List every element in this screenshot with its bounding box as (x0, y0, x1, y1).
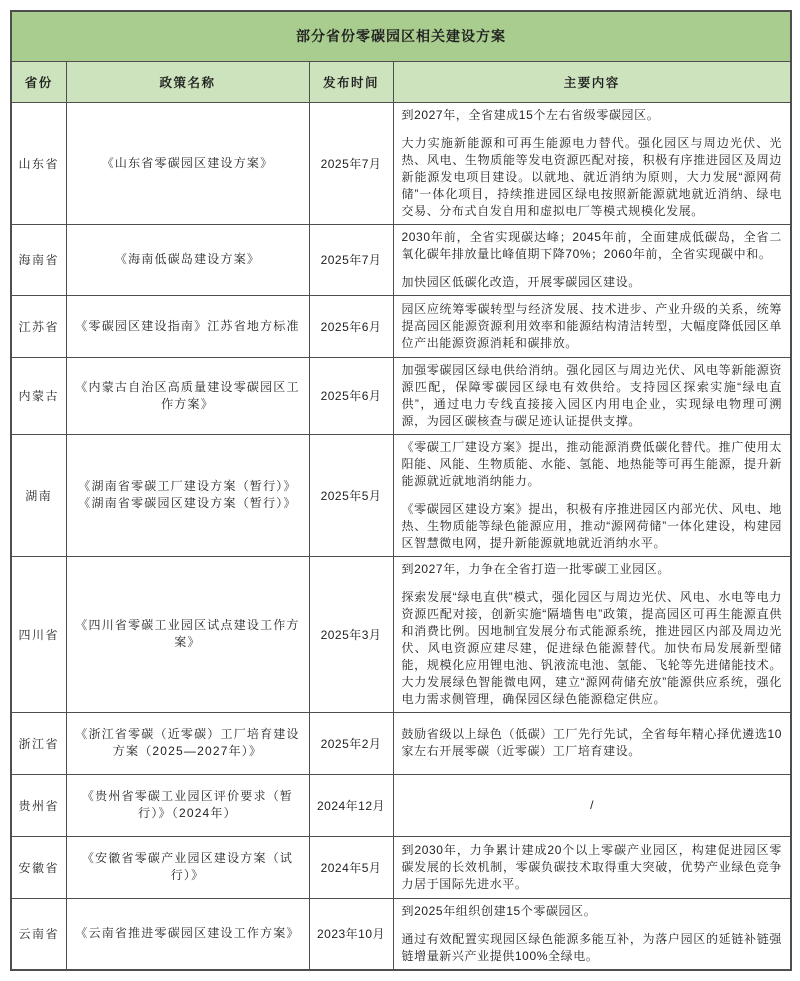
policy-name: 《海南低碳岛建设方案》 (114, 252, 261, 266)
table-row (11, 898, 791, 970)
column-header-policy: 政策名称 (66, 61, 309, 102)
policy-name-cell (66, 836, 309, 898)
table-row (11, 774, 791, 836)
province-cell: 江苏省 (11, 295, 66, 357)
publish-date-cell: 2023年10月 (309, 898, 393, 970)
publish-date-cell: 2025年2月 (309, 712, 393, 774)
main-content-cell (393, 712, 791, 774)
table-row (11, 556, 791, 712)
publish-date-cell: 2025年7月 (309, 102, 393, 224)
policy-name-cell (66, 556, 309, 712)
column-header-row (11, 61, 791, 102)
policy-name-cell (66, 434, 309, 556)
content-paragraph: 到2025年组织创建15个零碳园区。 (401, 903, 597, 918)
policy-name: 《安徽省零碳产业园区建设方案（试行）》 (81, 851, 294, 882)
policy-table (10, 10, 792, 971)
policy-name-cell (66, 102, 309, 224)
column-header-province: 省份 (11, 61, 66, 102)
content-paragraph: 大力实施新能源和可再生能源电力替代。强化园区与周边光伏、光热、风电、生物质能等发电资源匹配对接，积极有序推进园区及周边新能源发电项目建设。以就地、就近消纳为原则，大力发展“源网荷储”一体化项目，持续推进园区绿电按照新能源就地就近消纳、绿电交易、分布式自发自用和虚拟电厂等模式规模化发展。 (401, 135, 782, 218)
province-cell: 四川省 (11, 556, 66, 712)
policy-name: 《零碳园区建设指南》江苏省地方标准 (75, 318, 300, 333)
publish-date-cell: 2024年5月 (309, 836, 393, 898)
main-content-cell (393, 102, 791, 224)
table-body (11, 102, 791, 970)
content-paragraph: / (590, 797, 594, 812)
policy-name: 《云南省推进零碳园区建设工作方案》 (75, 926, 300, 940)
main-content-cell (393, 295, 791, 357)
table-row (11, 836, 791, 898)
main-content-cell (393, 836, 791, 898)
policy-name: 《湖南省零碳园区建设方案（暂行）》 (78, 496, 297, 510)
publish-date-cell: 2025年7月 (309, 224, 393, 295)
content-paragraph: 《零碳工厂建设方案》提出，推动能源消费低碳化替代。推广使用太阳能、风能、生物质能、水能、氢能、地热能等可再生能源，提升新能源就近就地消纳能力。 (401, 439, 782, 488)
province-cell: 贵州省 (11, 774, 66, 836)
policy-name-cell (66, 295, 309, 357)
province-cell: 山东省 (11, 102, 66, 224)
publish-date-cell: 2025年6月 (309, 357, 393, 434)
table-row (11, 295, 791, 357)
policy-name: 《山东省零碳园区建设方案》 (101, 155, 274, 170)
content-paragraph: 2030年前，全省实现碳达峰；2045年前，全面建成低碳岛，全省二氧化碳年排放量比峰值期下降70%；2060年前，全省实现碳中和。 (401, 229, 782, 261)
policy-name: 《湖南省零碳工厂建设方案（暂行）》 (78, 479, 297, 493)
main-content-cell (393, 434, 791, 556)
publish-date-cell: 2025年6月 (309, 295, 393, 357)
table-row (11, 712, 791, 774)
main-content-cell (393, 774, 791, 836)
main-content-cell (393, 898, 791, 970)
table-row (11, 357, 791, 434)
table-row (11, 434, 791, 556)
policy-name: 《浙江省零碳（近零碳）工厂培育建设方案（2025—2027年）》 (75, 727, 300, 758)
content-paragraph: 到2027年，全省建成15个左右省级零碳园区。 (401, 107, 660, 122)
content-paragraph: 加强零碳园区绿电供给消纳。强化园区与周边光伏、风电等新能源资源匹配，保障零碳园区绿电有效供给。支持园区探索实施“绿电直供”，通过电力专线直接接入园区内用电企业，实现绿电物理可溯源，为园区碳核查与碳足迹认证提供支撑。 (401, 362, 782, 428)
page-title: 部分省份零碳园区相关建设方案 (11, 11, 791, 61)
publish-date-cell: 2024年12月 (309, 774, 393, 836)
policy-name-cell (66, 774, 309, 836)
content-paragraph: 到2030年，力争累计建成20个以上零碳产业园区，构建促进园区零碳发展的长效机制，零碳负碳技术取得重大突破，优势产业绿色竞争力居于国际先进水平。 (401, 842, 782, 891)
content-paragraph: 到2027年，力争在全省打造一批零碳工业园区。 (401, 561, 670, 576)
province-cell: 云南省 (11, 898, 66, 970)
content-paragraph: 园区应统筹零碳转型与经济发展、技术进步、产业升级的关系，统筹提高园区能源资源利用效率和能源结构清洁转型，大幅度降低园区单位产出能源资源消耗和碳排放。 (401, 301, 782, 350)
column-header-content: 主要内容 (393, 61, 791, 102)
province-cell: 浙江省 (11, 712, 66, 774)
main-content-cell (393, 224, 791, 295)
title-row (11, 11, 791, 61)
content-paragraph: 通过有效配置实现园区绿色能源多能互补，为落户园区的延链补链强链增量新兴产业提供100%全绿电。 (401, 931, 782, 963)
policy-name: 《四川省零碳工业园区试点建设工作方案》 (75, 618, 300, 649)
policy-name-cell (66, 712, 309, 774)
main-content-cell (393, 556, 791, 712)
publish-date-cell: 2025年3月 (309, 556, 393, 712)
table-row (11, 224, 791, 295)
policy-name-cell (66, 224, 309, 295)
publish-date-cell: 2025年5月 (309, 434, 393, 556)
column-header-date: 发布时间 (309, 61, 393, 102)
province-cell: 海南省 (11, 224, 66, 295)
content-paragraph: 探索发展“绿电直供”模式，强化园区与周边光伏、风电、水电等电力资源匹配对接，创新实施“隔墙售电”政策，提高园区可再生能源直供和消费比例。因地制宜发展分布式能源系统，推进园区内部及周边光伏、风电资源应建尽建，促进绿色能源替代。加快布局发展新型储能，规模化应用锂电池、钒液流电池、氢能、飞轮等先进储能技术。大力发展绿色智能微电网，建立“源网荷储充放”能源供应系统，强化电力需求侧管理，确保园区绿色能源稳定供应。 (401, 589, 782, 706)
policy-name-cell (66, 357, 309, 434)
province-cell: 内蒙古 (11, 357, 66, 434)
table-row (11, 102, 791, 224)
main-content-cell (393, 357, 791, 434)
content-paragraph: 加快园区低碳化改造，开展零碳园区建设。 (401, 274, 641, 289)
policy-name: 《内蒙古自治区高质量建设零碳园区工作方案》 (75, 379, 300, 411)
province-cell: 安徽省 (11, 836, 66, 898)
policy-name-cell (66, 898, 309, 970)
content-paragraph: 鼓励省级以上绿色（低碳）工厂先行先试，全省每年精心择优遴选10家左右开展零碳（近零碳）工厂培育建设。 (401, 727, 782, 758)
province-cell: 湖南 (11, 434, 66, 556)
content-paragraph: 《零碳园区建设方案》提出，积极有序推进园区内部光伏、风电、地热、生物质能等绿色能源应用，推动“源网荷储”一体化建设，构建园区智慧微电网，提升新能源就地就近消纳水平。 (401, 501, 782, 550)
policy-name: 《贵州省零碳工业园区评价要求（暂行）》（2024年） (81, 789, 294, 820)
